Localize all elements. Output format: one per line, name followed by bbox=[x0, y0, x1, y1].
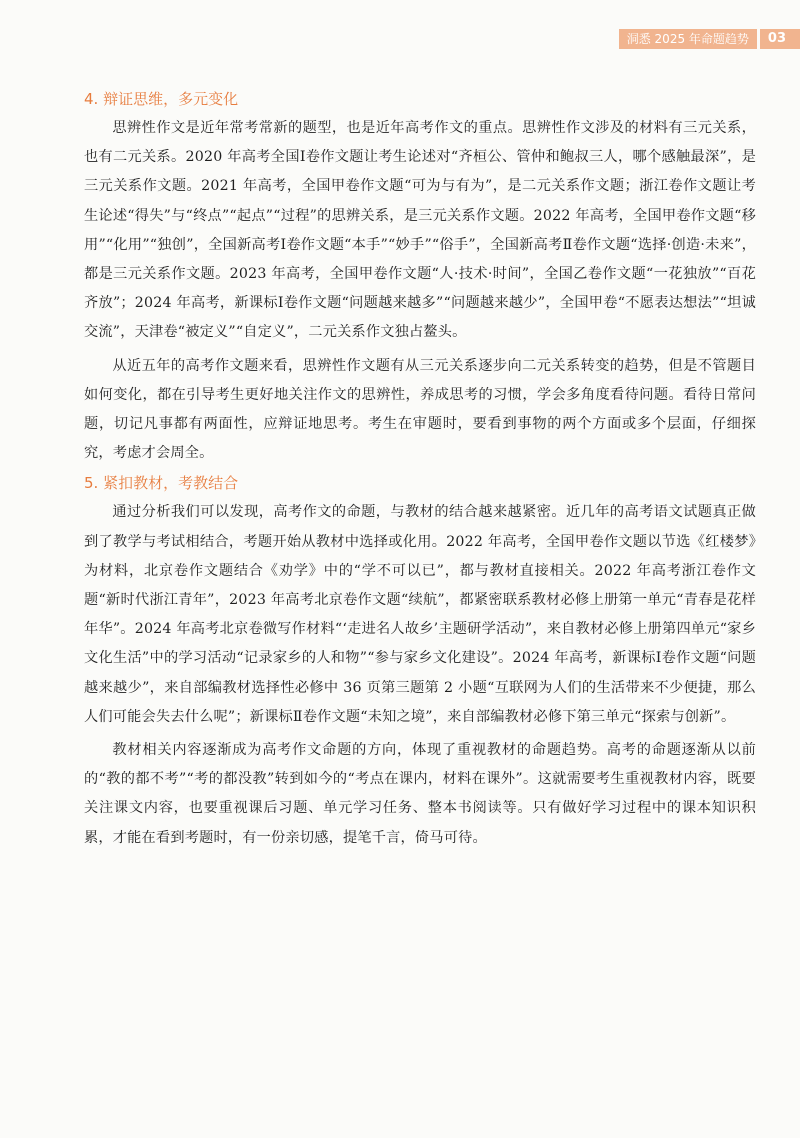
paragraph: 思辨性作文是近年常考常新的题型，也是近年高考作文的重点。思辨性作文涉及的材料有三元关系，也有二元关系。2020 年高考全国Ⅰ卷作文题让考生论述对“齐桓公、管仲和鲍叔三人，哪个感触最深”，是三元关系作文题。2021 年高考，全国甲卷作文题“可为与有为”，是二元关系作文题；浙江卷作文题让考生论述“得失”与“终点”“起点”“过程”的思辨关系，是三元关系作文题。2022 年高考，全国甲卷作文题“移用”“化用”“独创”，全国新高考Ⅰ卷作文题“本手”“妙手”“俗手”，全国新高考Ⅱ卷作文题“选择·创造·未来”，都是三元关系作文题。2023 年高考，全国甲卷作文题“人·技术·时间”，全国乙卷作文题“一花独放”“百花齐放”；2024 年高考，新课标Ⅰ卷作文题“问题越来越多”“问题越来越少”，全国甲卷“不愿表达想法”“坦诚交流”，天津卷“被定义”“自定义”，二元关系作文独占鳌头。 bbox=[84, 120, 756, 341]
document-body bbox=[84, 84, 756, 853]
paragraph: 从近五年的高考作文题来看，思辨性作文题有从三元关系逐步向二元关系转变的趋势，但是不管题目如何变化，都在引导考生更好地关注作文的思辨性，养成思考的习惯，学会多角度看待问题。看待日常问题，切记凡事都有两面性，应辩证地思考。考生在审题时，要看到事物的两个方面或多个层面，仔细探究，考虑才会周全。 bbox=[84, 357, 756, 462]
page-header bbox=[580, 29, 800, 49]
section-heading-4: 4. 辩证思维，多元变化 bbox=[84, 90, 239, 108]
paragraph: 教材相关内容逐渐成为高考作文命题的方向，体现了重视教材的命题趋势。高考的命题逐渐从以前的“教的都不考”“考的都没教”转到如今的“考点在课内，材料在课外”。这就需要考生重视教材内容，既要关注课文内容，也要重视课后习题、单元学习任务、整本书阅读等。只有做好学习过程中的课本知识积累，才能在看到考题时，有一份亲切感，提笔千言，倚马可待。 bbox=[84, 742, 756, 846]
paragraph: 通过分析我们可以发现，高考作文的命题，与教材的结合越来越紧密。近几年的高考语文试题真正做到了教学与考试相结合，考题开始从教材中选择或化用。2022 年高考，全国甲卷作文题以节选《红楼梦》为材料，北京卷作文题结合《劝学》中的“学不可以已”，都与教材直接相关。2022 年高考浙江卷作文题“新时代浙江青年”，2023 年高考北京卷作文题“续航”，都紧密联系教材必修上册第一单元“青春是花样年华”。2024 年高考北京卷微写作材料“‘走进名人故乡’主题研学活动”，来自教材必修上册第四单元“家乡文化生活”中的学习活动“记录家乡的人和物”“参与家乡文化建设”。2024 年高考，新课标Ⅰ卷作文题“问题越来越少”，来自部编教材选择性必修中 36 页第三题第 2 小题“互联网为人们的生活带来不少便捷，那么人们可能会失去什么呢”；新课标Ⅱ卷作文题“未知之境”，来自部编教材必修下第三单元“探索与创新”。 bbox=[84, 504, 756, 725]
page-number: 03 bbox=[760, 29, 800, 49]
header-title: 洞悉 2025 年命题趋势 bbox=[619, 29, 757, 49]
section-heading-5: 5. 紧扣教材，考教结合 bbox=[84, 474, 239, 493]
